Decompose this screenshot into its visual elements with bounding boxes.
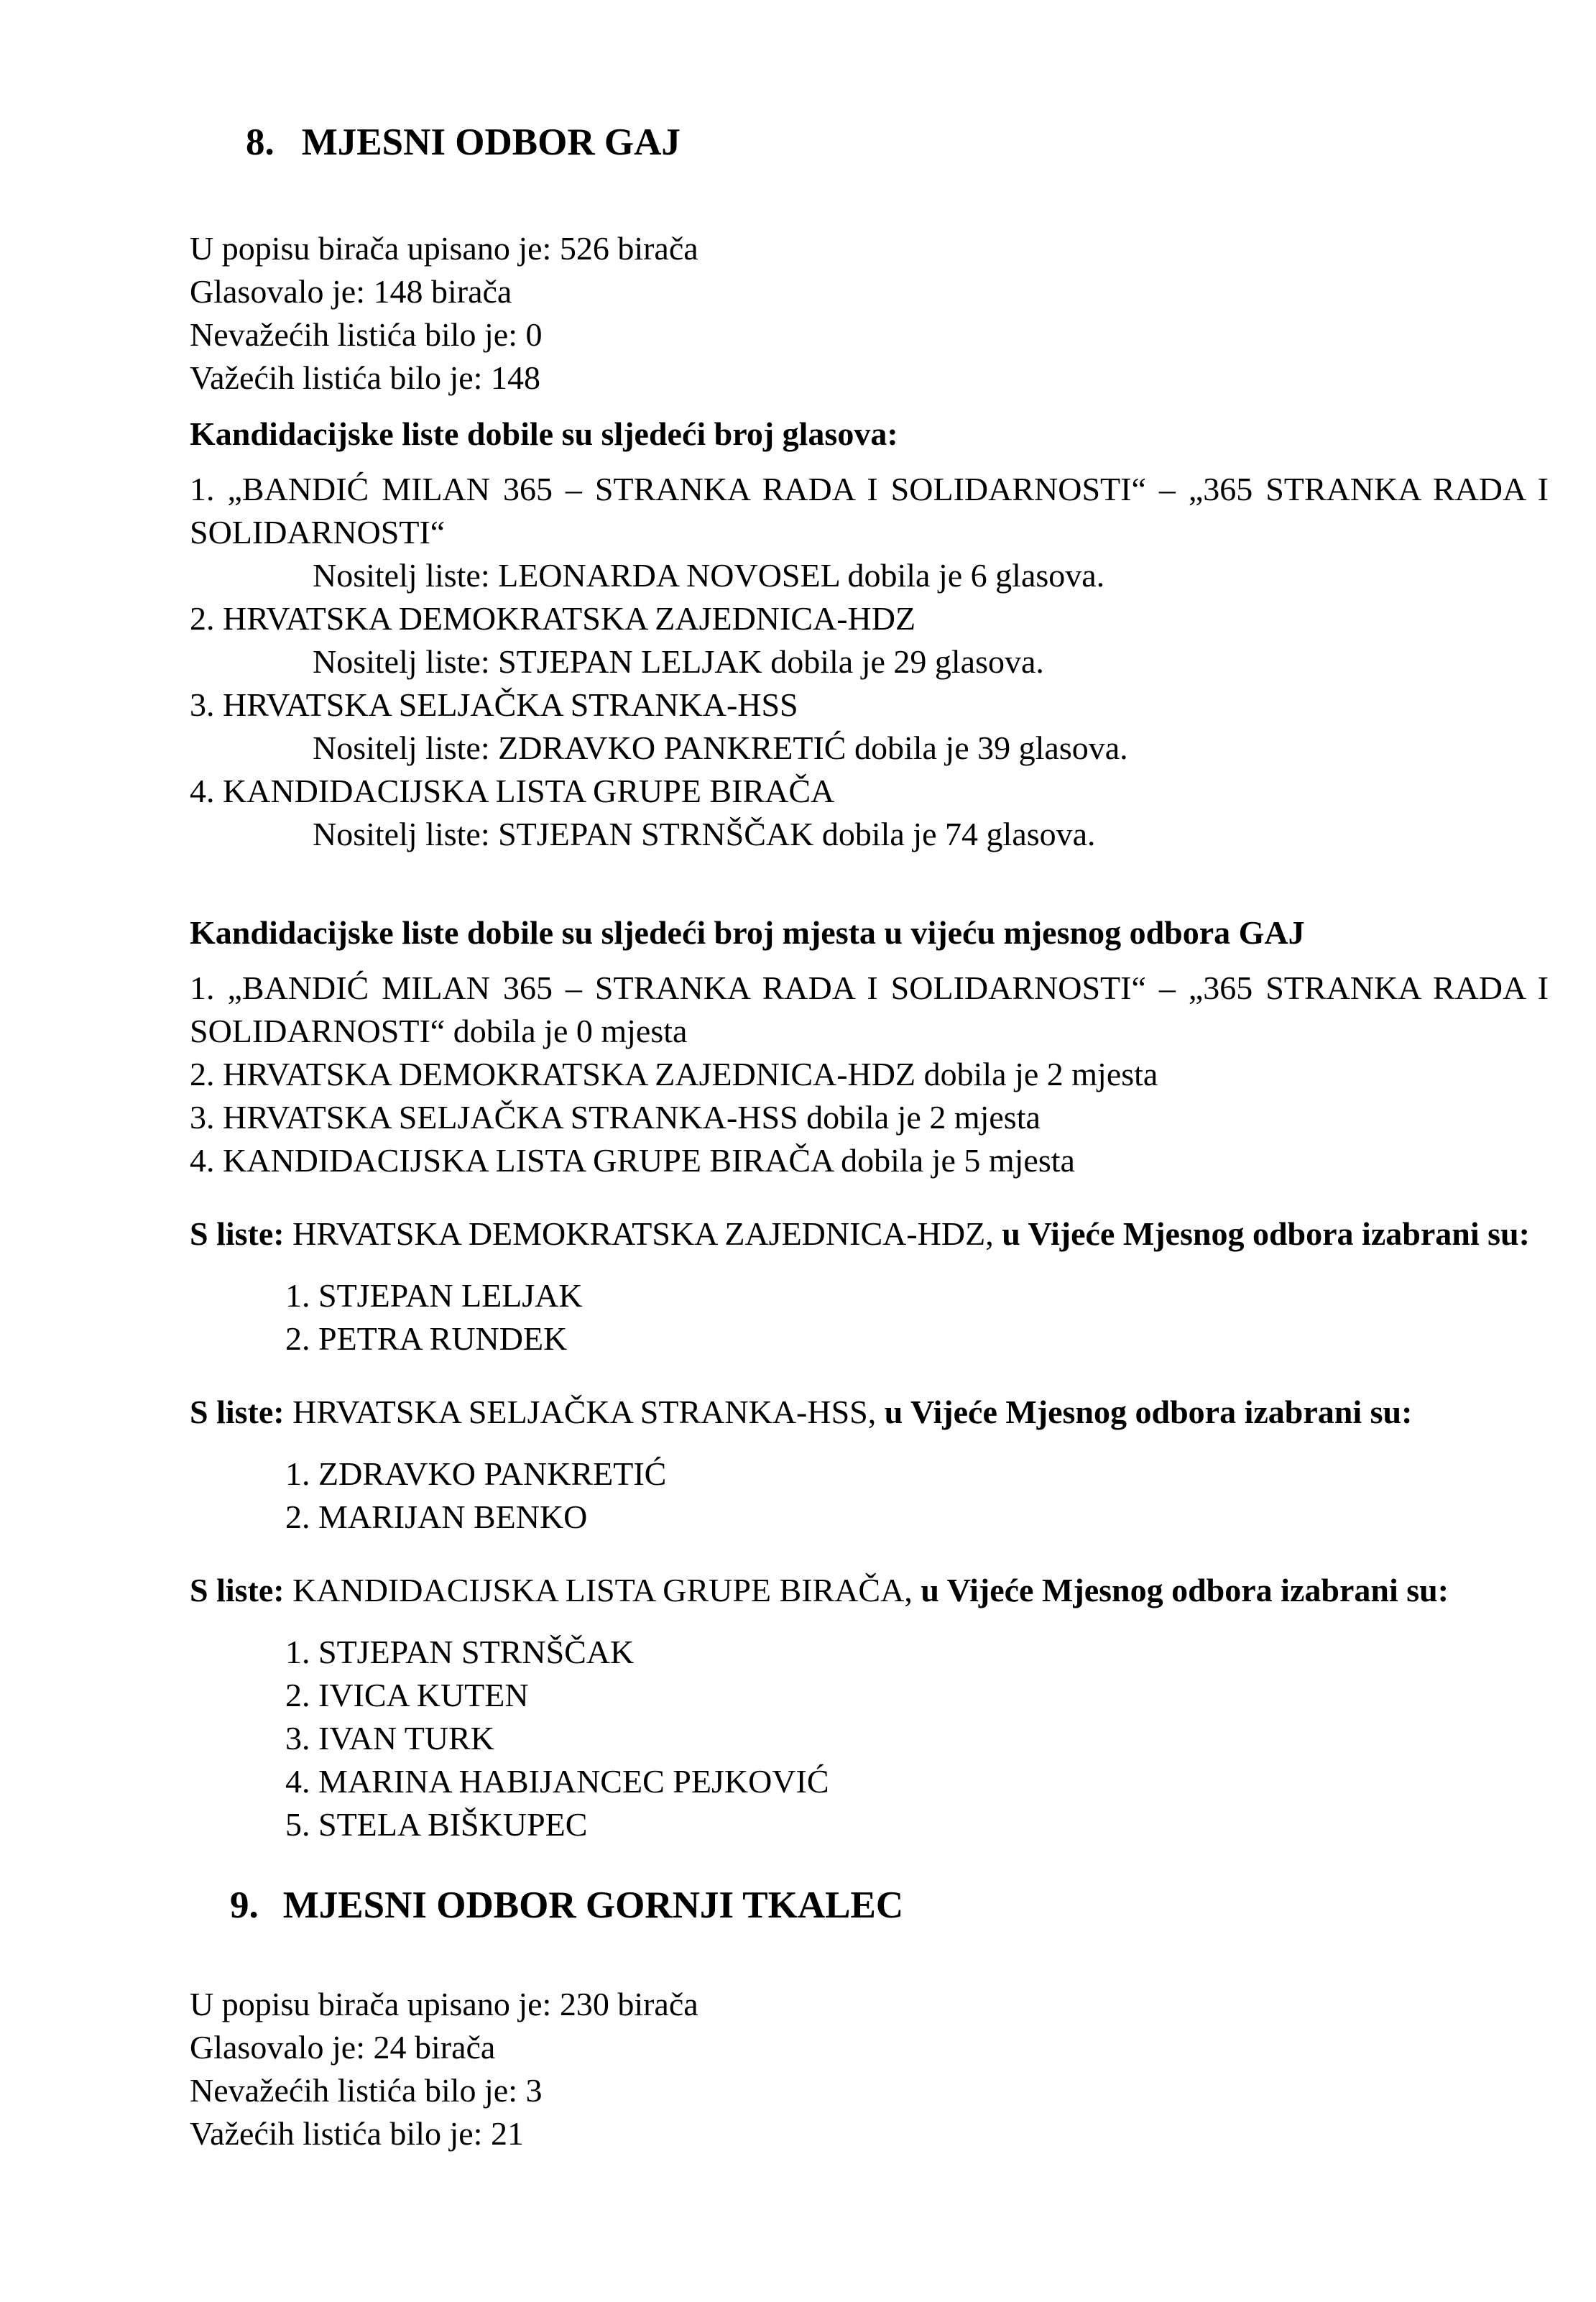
section-9-title: MJESNI ODBOR GORNJI TKALEC (282, 1884, 904, 1926)
member-line: 3. IVAN TURK (285, 1720, 494, 1757)
seats-line: 1. „BANDIĆ MILAN 365 – STRANKA RADA I SOLIDARNOSTI“ – „365 STRANKA RADA I SOLIDARNOSTI“ dobila je 0 mjesta (190, 970, 1549, 1049)
s-liste-label: S liste: (190, 1215, 285, 1252)
member-line: 4. MARINA HABIJANCEC PEJKOVIĆ (285, 1763, 829, 1800)
section-9-stats (190, 1983, 1549, 2155)
elected-group-heading (190, 1212, 1549, 1256)
party-line: 4. KANDIDACIJSKA LISTA GRUPE BIRAČA (190, 773, 835, 809)
s-liste-label: S liste: (190, 1394, 285, 1430)
member-line: 1. ZDRAVKO PANKRETIĆ (285, 1455, 667, 1492)
stat-line: Glasovalo je: 24 birača (190, 2029, 496, 2066)
member-line: 5. STELA BIŠKUPEC (285, 1806, 588, 1843)
nositelj-line: Nositelj liste: LEONARDA NOVOSEL dobila je 6 glasova. (313, 557, 1105, 594)
party-name: KANDIDACIJSKA LISTA GRUPE BIRAČA, (292, 1572, 913, 1608)
party-line: 2. HRVATSKA DEMOKRATSKA ZAJEDNICA-HDZ (190, 600, 916, 637)
seats-line: 2. HRVATSKA DEMOKRATSKA ZAJEDNICA-HDZ dobila je 2 mjesta (190, 1056, 1158, 1092)
section-8-heading (246, 121, 1549, 164)
stat-line: Važećih listića bilo je: 148 (190, 359, 540, 396)
s-liste-label: S liste: (190, 1572, 285, 1608)
party-line: 3. HRVATSKA SELJAČKA STRANKA-HSS (190, 686, 798, 723)
elected-members (190, 1274, 1549, 1361)
elected-suffix: u Vijeće Mjesnog odbora izabrani su: (884, 1394, 1413, 1430)
section-8-stats (190, 227, 1549, 400)
member-line: 2. MARIJAN BENKO (285, 1498, 588, 1535)
stat-line: U popisu birača upisano je: 526 birača (190, 230, 698, 267)
elected-group-heading (190, 1569, 1549, 1612)
elected-group-heading (190, 1391, 1549, 1434)
stat-line: Nevažećih listića bilo je: 3 (190, 2072, 543, 2109)
votes-heading: Kandidacijske liste dobile su sljedeći broj glasova: (190, 415, 898, 452)
party-name: HRVATSKA DEMOKRATSKA ZAJEDNICA-HDZ, (292, 1215, 994, 1252)
section-8-number: 8. (246, 121, 275, 163)
elected-members (190, 1452, 1549, 1539)
section-8-title: MJESNI ODBOR GAJ (301, 121, 681, 163)
section-9-heading (230, 1884, 1549, 1927)
nositelj-line: Nositelj liste: ZDRAVKO PANKRETIĆ dobila je 39 glasova. (313, 729, 1128, 766)
seats-heading: Kandidacijske liste dobile su sljedeći broj mjesta u vijeću mjesnog odbora GAJ (190, 914, 1305, 951)
member-line: 2. IVICA KUTEN (285, 1677, 529, 1713)
elected-suffix: u Vijeće Mjesnog odbora izabrani su: (1002, 1215, 1530, 1252)
stat-line: Nevažećih listića bilo je: 0 (190, 316, 543, 353)
member-line: 1. STJEPAN STRNŠČAK (285, 1634, 635, 1670)
elected-members (190, 1631, 1549, 1846)
stat-line: U popisu birača upisano je: 230 birača (190, 1986, 698, 2022)
stat-line: Glasovalo je: 148 birača (190, 273, 512, 310)
seats-line: 4. KANDIDACIJSKA LISTA GRUPE BIRAČA dobila je 5 mjesta (190, 1142, 1075, 1179)
seats-line: 3. HRVATSKA SELJAČKA STRANKA-HSS dobila je 2 mjesta (190, 1099, 1041, 1136)
member-line: 1. STJEPAN LELJAK (285, 1277, 583, 1314)
party-line: 1. „BANDIĆ MILAN 365 – STRANKA RADA I SOLIDARNOSTI“ – „365 STRANKA RADA I SOLIDARNOSTI“ (190, 471, 1549, 551)
member-line: 2. PETRA RUNDEK (285, 1320, 568, 1357)
votes-list (190, 468, 1549, 856)
party-name: HRVATSKA SELJAČKA STRANKA-HSS, (292, 1394, 877, 1430)
seats-list (190, 967, 1549, 1182)
elected-suffix: u Vijeće Mjesnog odbora izabrani su: (921, 1572, 1449, 1608)
nositelj-line: Nositelj liste: STJEPAN LELJAK dobila je 29 glasova. (313, 643, 1044, 680)
section-9-number: 9. (230, 1884, 259, 1926)
stat-line: Važećih listića bilo je: 21 (190, 2115, 524, 2152)
nositelj-line: Nositelj liste: STJEPAN STRNŠČAK dobila je 74 glasova. (313, 816, 1096, 852)
